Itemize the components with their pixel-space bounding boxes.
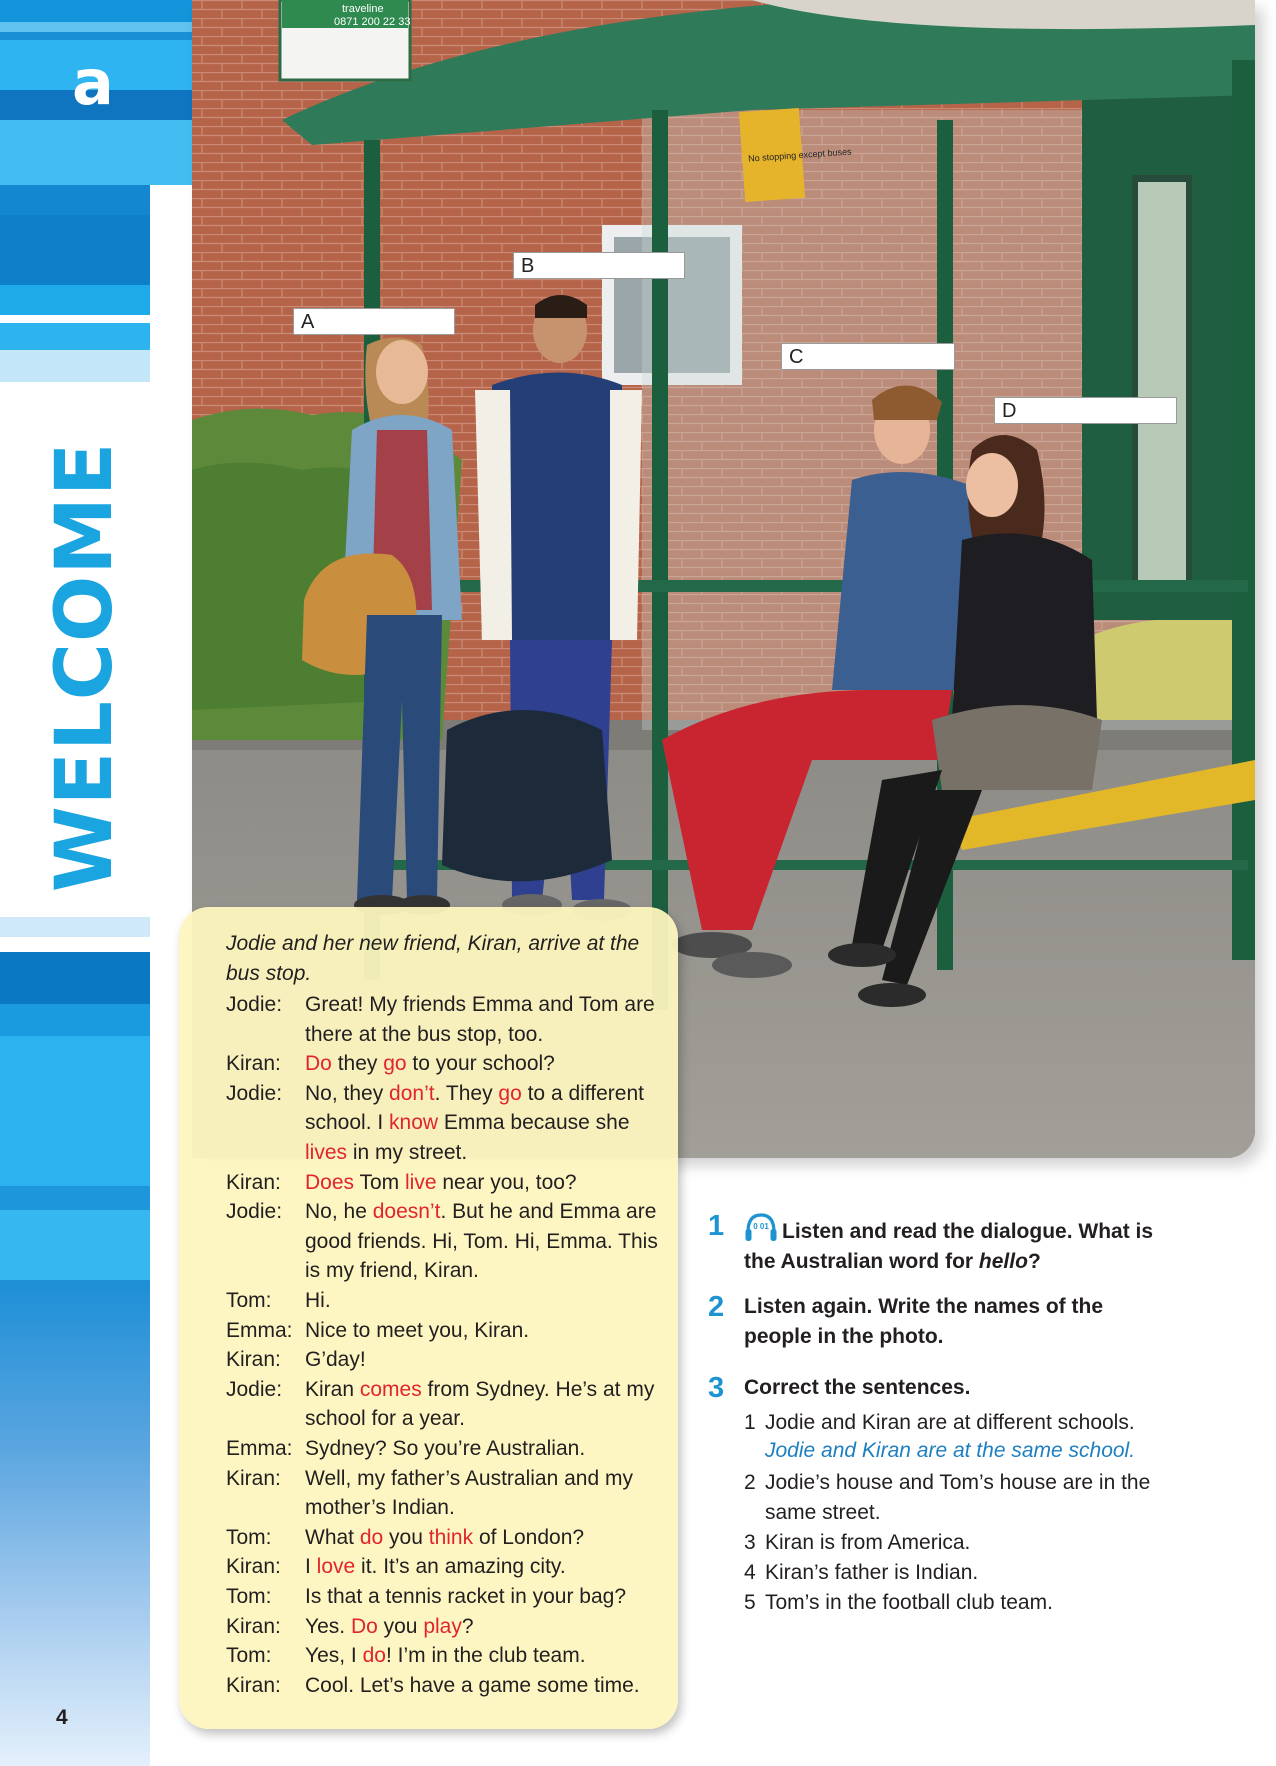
highlighted-verb: Do: [350, 1614, 378, 1638]
line-fragment: Great! My friends Emma and Tom are there at the bus stop, too.: [305, 993, 655, 1046]
sentence-text: Jodie’s house and Tom’s house are in the same street.: [765, 1471, 1151, 1524]
sentence-number: 1: [744, 1411, 756, 1434]
line-fragment: Well, my father’s Australian and my mother’s Indian.: [305, 1466, 633, 1520]
line-text: [305, 1612, 675, 1642]
highlighted-verb: Does: [305, 1170, 355, 1194]
label-box-d[interactable]: D: [994, 397, 1177, 424]
line-fragment: to a different school. I: [305, 1081, 644, 1135]
line-fragment: I: [305, 1555, 317, 1579]
speaker-name: Kiran:: [226, 1466, 281, 1490]
line-fragment: of London?: [473, 1525, 585, 1549]
exercise-1-italic-word: hello: [978, 1250, 1028, 1273]
highlighted-verb: go: [498, 1081, 522, 1105]
sentence-number: 3: [744, 1531, 756, 1554]
line-text: [305, 1523, 675, 1553]
line-fragment: Is that a tennis racket in your bag?: [305, 1585, 627, 1608]
highlighted-verb: think: [428, 1525, 474, 1549]
speaker-name: Jodie:: [226, 993, 283, 1016]
line-fragment: . They: [434, 1081, 499, 1105]
line-text: [305, 1552, 675, 1582]
line-fragment: What: [305, 1525, 360, 1549]
line-text: [305, 1079, 675, 1168]
sentence-text: Kiran’s father is Indian.: [765, 1561, 979, 1584]
line-fragment: . But he and Emma are good friends. Hi, Tom. Hi, Emma. This is my friend, Kiran.: [305, 1200, 658, 1283]
line-text: [305, 1316, 675, 1346]
line-text: [305, 1434, 675, 1464]
bus-stop-sign: No stopping except buses: [747, 146, 852, 164]
speaker-name: Tom:: [226, 1644, 272, 1668]
line-text: [305, 1049, 675, 1079]
highlighted-verb: play: [423, 1614, 462, 1638]
line-fragment: ! I’m in the club team.: [385, 1644, 586, 1668]
line-fragment: Nice to meet you, Kiran.: [305, 1318, 530, 1342]
highlighted-verb: don’t: [389, 1081, 435, 1105]
highlighted-verb: do: [362, 1644, 386, 1668]
highlighted-verb: know: [389, 1111, 439, 1135]
highlighted-verb: do: [359, 1525, 384, 1549]
label-box-b[interactable]: B: [513, 252, 685, 279]
unit-letter: a: [72, 46, 114, 119]
sentence-number: 2: [744, 1471, 756, 1494]
speaker-name: Tom:: [226, 1585, 272, 1608]
speaker-name: Kiran:: [226, 1170, 281, 1194]
exercise-1-number: 1: [708, 1210, 725, 1242]
exercise-2-number: 2: [708, 1291, 725, 1323]
line-text: [305, 1641, 675, 1671]
line-fragment: near you, too?: [436, 1170, 577, 1194]
line-text: [305, 1345, 675, 1375]
line-text: [305, 1375, 675, 1434]
line-fragment: they: [331, 1052, 384, 1076]
audio-track-number: 0 01: [753, 1222, 769, 1231]
line-fragment: No, they: [305, 1081, 390, 1105]
highlighted-verb: doesn’t: [372, 1200, 441, 1224]
highlighted-verb: Do: [305, 1052, 332, 1076]
exercise-3-number: 3: [708, 1372, 725, 1404]
speaker-name: Jodie:: [226, 1377, 283, 1401]
dialogue-intro: Jodie and her new friend, Kiran, arrive at the bus stop.: [226, 932, 640, 985]
line-fragment: from Sydney. He’s at my school for a year.: [305, 1377, 655, 1431]
line-fragment: G’day!: [305, 1348, 366, 1372]
line-fragment: Yes, I: [305, 1644, 363, 1668]
sentence-text: Tom’s in the football club team.: [765, 1591, 1053, 1614]
line-fragment: No, he: [305, 1200, 373, 1224]
line-text: [305, 1671, 675, 1701]
exercise-1-text-end: ?: [1027, 1250, 1041, 1273]
highlighted-verb: go: [383, 1052, 407, 1076]
line-fragment: you: [383, 1525, 429, 1549]
sentence-text: Kiran is from America.: [765, 1531, 971, 1554]
example-answer: Jodie and Kiran are at the same school.: [765, 1439, 1136, 1462]
line-fragment: Tom: [354, 1170, 405, 1194]
highlighted-verb: live: [405, 1170, 437, 1194]
line-fragment: Sydney? So you’re Australian.: [305, 1437, 586, 1460]
line-fragment: Yes.: [305, 1614, 351, 1638]
speaker-name: Kiran:: [226, 1052, 281, 1076]
line-text: [305, 1464, 675, 1523]
line-text: [305, 1286, 675, 1316]
page-number: 4: [56, 1706, 68, 1729]
highlighted-verb: lives: [305, 1140, 348, 1164]
sentence-number: 5: [744, 1591, 756, 1614]
line-fragment: to your school?: [406, 1052, 555, 1076]
line-text: [305, 990, 675, 1049]
exercise-1-text: Listen and read the dialogue. What is the Australian word for: [744, 1220, 1154, 1273]
exercise-1-instruction: [744, 1212, 1184, 1277]
unit-title: WELCOME: [40, 441, 130, 893]
label-box-c[interactable]: C: [781, 343, 955, 370]
line-text: [305, 1197, 675, 1286]
line-fragment: Emma because she: [438, 1111, 630, 1135]
exercise-3-instruction: Correct the sentences.: [744, 1376, 971, 1399]
line-text: [305, 1168, 675, 1198]
speaker-name: Emma:: [226, 1318, 293, 1342]
line-fragment: you: [377, 1614, 424, 1638]
speaker-name: Tom:: [226, 1525, 272, 1549]
speaker-name: Tom:: [226, 1289, 272, 1312]
speaker-name: Kiran:: [226, 1348, 281, 1372]
sentence-text: Jodie and Kiran are at different schools.: [765, 1411, 1135, 1434]
unit-tab: [0, 0, 195, 185]
line-fragment: it. It’s an amazing city.: [355, 1555, 566, 1579]
line-fragment: in my street.: [347, 1140, 468, 1164]
highlighted-verb: comes: [359, 1377, 422, 1401]
line-fragment: Hi.: [305, 1289, 331, 1312]
speaker-name: Jodie:: [226, 1200, 283, 1224]
speaker-name: Emma:: [226, 1437, 293, 1460]
traveline-sign-title: traveline: [342, 3, 384, 15]
speaker-name: Kiran:: [226, 1555, 281, 1579]
speaker-name: Kiran:: [226, 1673, 281, 1697]
line-fragment: ?: [461, 1614, 474, 1638]
exercise-2-instruction: Listen again. Write the names of the people in the photo.: [744, 1295, 1104, 1348]
label-box-a[interactable]: A: [293, 308, 455, 335]
line-text: [305, 1582, 675, 1612]
traveline-sign-phone: 0871 200 22 33: [334, 16, 411, 28]
sentence-number: 4: [744, 1561, 756, 1584]
speaker-name: Jodie:: [226, 1081, 283, 1105]
speaker-name: Kiran:: [226, 1614, 281, 1638]
dialogue-panel: [179, 907, 678, 1729]
line-fragment: Cool. Let’s have a game some time.: [305, 1673, 640, 1697]
line-fragment: Kiran: [305, 1377, 360, 1401]
headphones-icon[interactable]: [744, 1212, 778, 1244]
highlighted-verb: love: [316, 1555, 356, 1579]
